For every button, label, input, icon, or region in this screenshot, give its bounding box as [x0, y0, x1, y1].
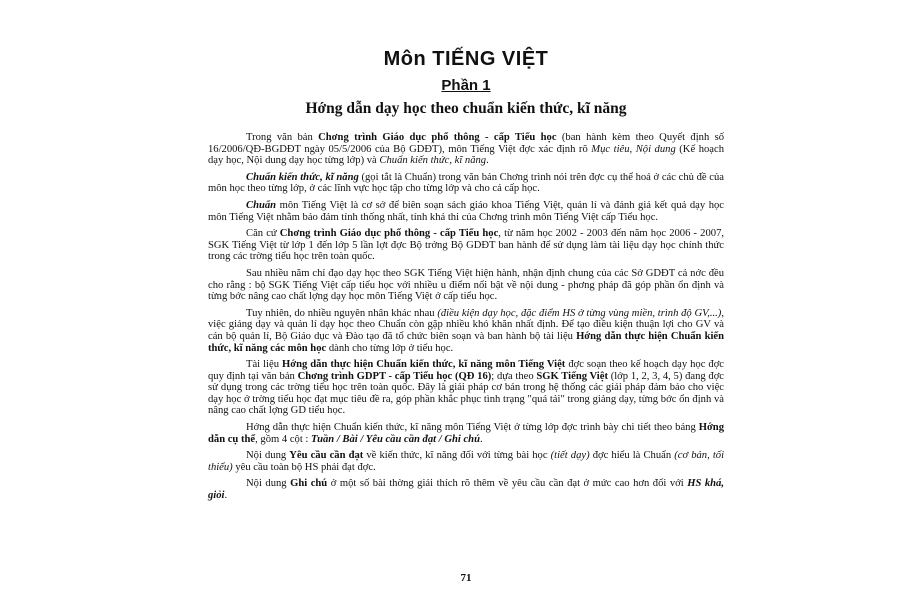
text-run: (cơ bản, tối thiểu) — [208, 450, 725, 473]
text-run: Chuẩn kiến thức, kĩ năng — [246, 171, 359, 183]
text-run: đợc hiểu là Chuẩn — [589, 450, 675, 462]
text-run: Chơng trình GDPT - cấp Tiểu học (QĐ 16) — [297, 370, 492, 382]
paragraph — [208, 308, 724, 354]
text-run: Chơng trình Giáo dục phổ thông - cấp Tiểu học — [279, 228, 499, 240]
text-run: Chuẩn — [246, 199, 277, 211]
text-run: đợc soạn theo kế hoạch dạy học đợc quy định tại văn bản — [208, 359, 724, 382]
paragraph — [208, 228, 724, 263]
text-run: HS khá, giỏi — [208, 478, 725, 502]
text-run: . — [486, 155, 489, 167]
text-run: Trong văn bản — [246, 132, 319, 143]
text-run: Tuần / Bài / Yêu cầu cần đạt / Ghi chú — [311, 433, 480, 445]
text-run: yêu cầu toàn bộ HS phải đạt đợc. — [232, 461, 376, 473]
text-run: Hớng dẫn cụ thể — [208, 422, 724, 445]
text-run: Căn cứ — [246, 228, 280, 240]
text-run: Hớng dẫn thực hiện Chuẩn kiến thức, kĩ năng môn Tiếng Việt ở từng lớp đợc trình bày chi tiết theo bảng — [246, 422, 699, 434]
paragraph — [208, 450, 724, 473]
body-text — [208, 132, 724, 502]
paragraph — [208, 132, 724, 167]
text-run: (điều kiện dạy học, đặc điểm HS ở từng vùng miền, trình độ GV,...) — [437, 307, 722, 319]
text-run: Mục tiêu, Nội dung — [591, 143, 676, 155]
paragraph — [208, 268, 724, 303]
text-run: về kiến thức, kĩ năng đối với từng bài học — [363, 450, 551, 462]
text-run: Hớng dẫn thực hiện Chuẩn kiến thức, kĩ năng các môn học — [208, 330, 724, 354]
text-run: , gồm 4 cột : — [255, 433, 312, 445]
text-run: , việc giảng dạy và quản lí dạy học theo Chuẩn còn gặp nhiều khó khăn nhất định. Để tạo điều kiện thuận lợi cho GV và cán bộ quản lí, Bộ Giáo dục và Đào tạo đã tổ chức biên soạn và ban hành bộ tài liệu — [208, 307, 724, 342]
text-run: Yêu cầu cần đạt — [289, 450, 364, 462]
paragraph — [208, 359, 724, 417]
paragraph — [208, 422, 724, 445]
text-run: Chuẩn kiến thức, kĩ năng — [379, 155, 487, 167]
paragraph — [208, 200, 724, 223]
text-run: . — [224, 490, 228, 502]
text-run: Nội dung — [246, 450, 290, 462]
text-run: Ghi chú — [290, 478, 328, 490]
page-number: 71 — [460, 572, 472, 584]
text-run: . — [479, 433, 483, 445]
text-run: Tuy nhiên, do nhiều nguyên nhân khác nhau — [246, 307, 438, 319]
text-run: dành cho từng lớp ở tiểu học. — [326, 342, 454, 354]
text-run: SGK Tiếng Việt — [536, 370, 608, 382]
part-heading: Phần 1 — [441, 77, 491, 94]
text-run: ở một số bài thờng giải thích rõ thêm về yêu cầu cần đạt ở mức cao hơn đối với — [327, 478, 688, 490]
text-run: , từ năm học 2002 - 2003 đến năm học 2006 - 2007, SGK Tiếng Việt từ lớp 1 đến lớp 5 lần lợt đợc Bộ trởng Bộ GDĐT ban hành để sử dụng làm tài liệu dạy học chính thức trong các trờng tiểu học trên toàn quốc. — [208, 228, 725, 263]
text-run: Chơng trình Giáo dục phổ thông - cấp Tiểu học — [318, 132, 557, 143]
document-title: Môn TIẾNG VIỆT — [383, 48, 549, 70]
section-heading: Hớng dẫn dạy học theo chuẩn kiến thức, kĩ năng — [305, 100, 627, 117]
document-page — [208, 40, 724, 600]
text-run: môn Tiếng Việt là cơ sở để biên soạn sách giáo khoa Tiếng Việt, quản lí và đánh giá kết quả dạy học môn Tiếng Việt nhằm bảo đảm tính thống nhất, tính khả thi của Chơng trình môn Tiếng Việt cấp Tiểu học. — [208, 199, 724, 223]
paragraph — [208, 172, 724, 195]
text-run: (Kế hoạch dạy học, Nội dung dạy học từng lớp) và — [208, 143, 724, 167]
text-run: (tiết dạy) — [550, 450, 590, 462]
text-run: Hớng dẫn thực hiện Chuẩn kiến thức, kĩ năng môn Tiếng Việt — [281, 359, 566, 371]
text-run: (ban hành kèm theo Quyết định số 16/2006/QĐ-BGDĐT ngày 05/5/2006 của Bộ GDĐT), môn Tiếng Việt đợc xác định rõ — [208, 132, 724, 155]
text-run: Nội dung — [246, 478, 291, 490]
text-run: Sau nhiều năm chỉ đạo dạy học theo SGK Tiếng Việt hiện hành, nhận định chung của các Sở GDĐT cả nớc đều cho rằng : bộ SGK Tiếng Việt cấp tiểu học với nhiều u điểm nổi bật về nội dung - phơng pháp đã góp phần ổn định và từng bớc nâng cao chất lợng dạy học môn Tiếng Việt ở cấp tiểu học. — [208, 267, 724, 303]
paragraph — [208, 478, 724, 501]
text-run: Tài liệu — [246, 359, 282, 371]
text-run: ; dựa theo — [491, 370, 537, 382]
text-run: (gọi tắt là Chuẩn) trong văn bản Chơng trình nói trên đợc cụ thể hoá ở các chủ đề của môn học theo từng lớp, ở các lĩnh vực học tập cho từng lớp và cho cả cấp học. — [208, 171, 724, 195]
text-run: (lớp 1, 2, 3, 4, 5) đang đợc sử dụng trong các trờng tiểu học trên toàn quốc. Đây là giải pháp cơ bản trong hệ thống các giải pháp đảm bảo cho việc dạy học ở trờng tiểu học đạt mục tiêu đề ra, góp phần khắc phục tình trạng "quá tải" trong giảng dạy, từng bớc ổn định và nâng cao chất lợng GD tiểu học. — [208, 370, 724, 417]
